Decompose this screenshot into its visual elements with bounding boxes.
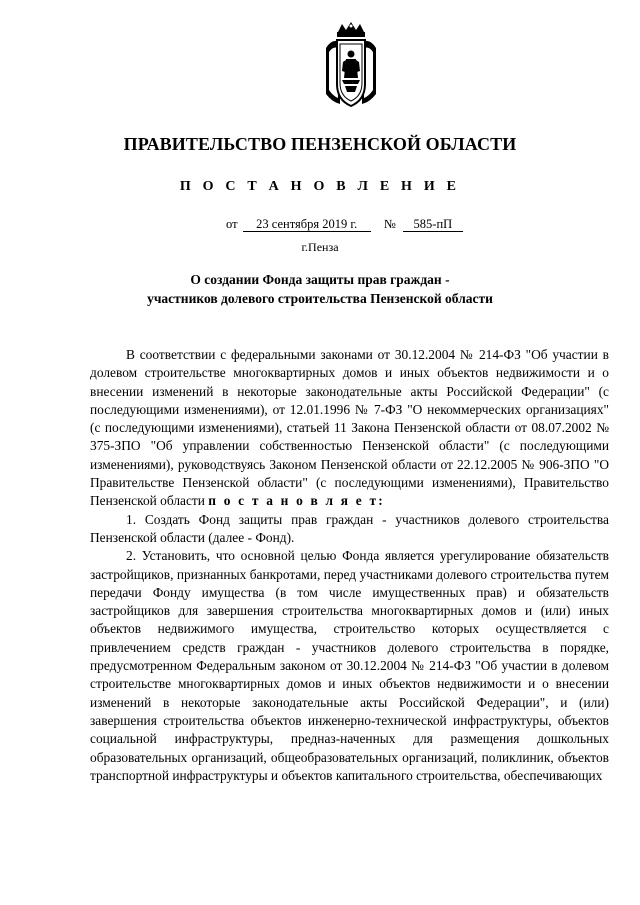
date-number-line (226, 217, 463, 232)
document-body (90, 346, 609, 785)
document-number: 585-пП (403, 218, 463, 232)
date-prefix: от (226, 217, 238, 231)
subject-line-2: участников долевого строительства Пензенской области (147, 291, 493, 306)
coat-of-arms-icon (318, 22, 384, 110)
item-2-paragraph: 2. Установить, что основной целью Фонда является урегулирование обязательств застройщиков, признанных банкротами, перед участниками долевого строительства путем передачи Фонду имущества (в том числе имущественных прав) и обязательств застройщиков для завершения строительства многоквартирных домов и (или) иных объектов недвижимого имущества, строительство которых осуществляется с привлечением средств граждан - участников долевого строительства в порядке, предусмотренном Федеральным законом от 30.12.2004 № 214-ФЗ "Об участии в долевом строительстве многоквартирных домов и иных объектов недвижимости и о внесении изменений в некоторые законодательные акты Российской Федерации", и (или) завершения строительства объектов инженерно-технической инфраструктуры, объектов социальной инфраструктуры, предназ-наченных для размещения дошкольных образовательных организаций, общеобразовательных организаций, поликлиник, объектов транспортной инфраструктуры и объектов капитального строительства, обеспечивающих (90, 548, 609, 783)
document-date: 23 сентября 2019 г. (243, 218, 371, 232)
preamble-paragraph (90, 346, 609, 511)
city: г.Пенза (301, 240, 339, 254)
subject-line-1: О создании Фонда защиты прав граждан - (190, 272, 450, 287)
preamble-text: В соответствии с федеральными законами от 30.12.2004 № 214-ФЗ "Об участии в долевом строительстве многоквартирных домов и иных объектов недвижимости и о внесении изменений в некоторые законодательные акты Российской Федерации" (с последующими изменениями), от 12.01.1996 № 7-ФЗ "О некоммерческих организациях" (с последующими изменениями), статьей 11 Закона Пензенской области от 08.07.2002 № 375-ЗПО "Об управлении собственностью Пензенской области" (с последующими изменениями), руководствуясь Законом Пензенской области от 22.12.2005 № 906-ЗПО "О Правительстве Пензенской области" (с последующими изменениями), Правительство Пензенской области (90, 347, 609, 509)
document-subject (0, 270, 640, 308)
number-prefix: № (383, 217, 396, 231)
item-1-paragraph: 1. Создать Фонд защиты прав граждан - участников долевого строительства Пензенской области (далее - Фонд). (90, 511, 609, 545)
decree-word: п о с т а н о в л я е т: (208, 493, 385, 509)
document-type: П О С Т А Н О В Л Е Н И Е (179, 179, 461, 194)
organization-title: ПРАВИТЕЛЬСТВО ПЕНЗЕНСКОЙ ОБЛАСТИ (123, 134, 517, 154)
